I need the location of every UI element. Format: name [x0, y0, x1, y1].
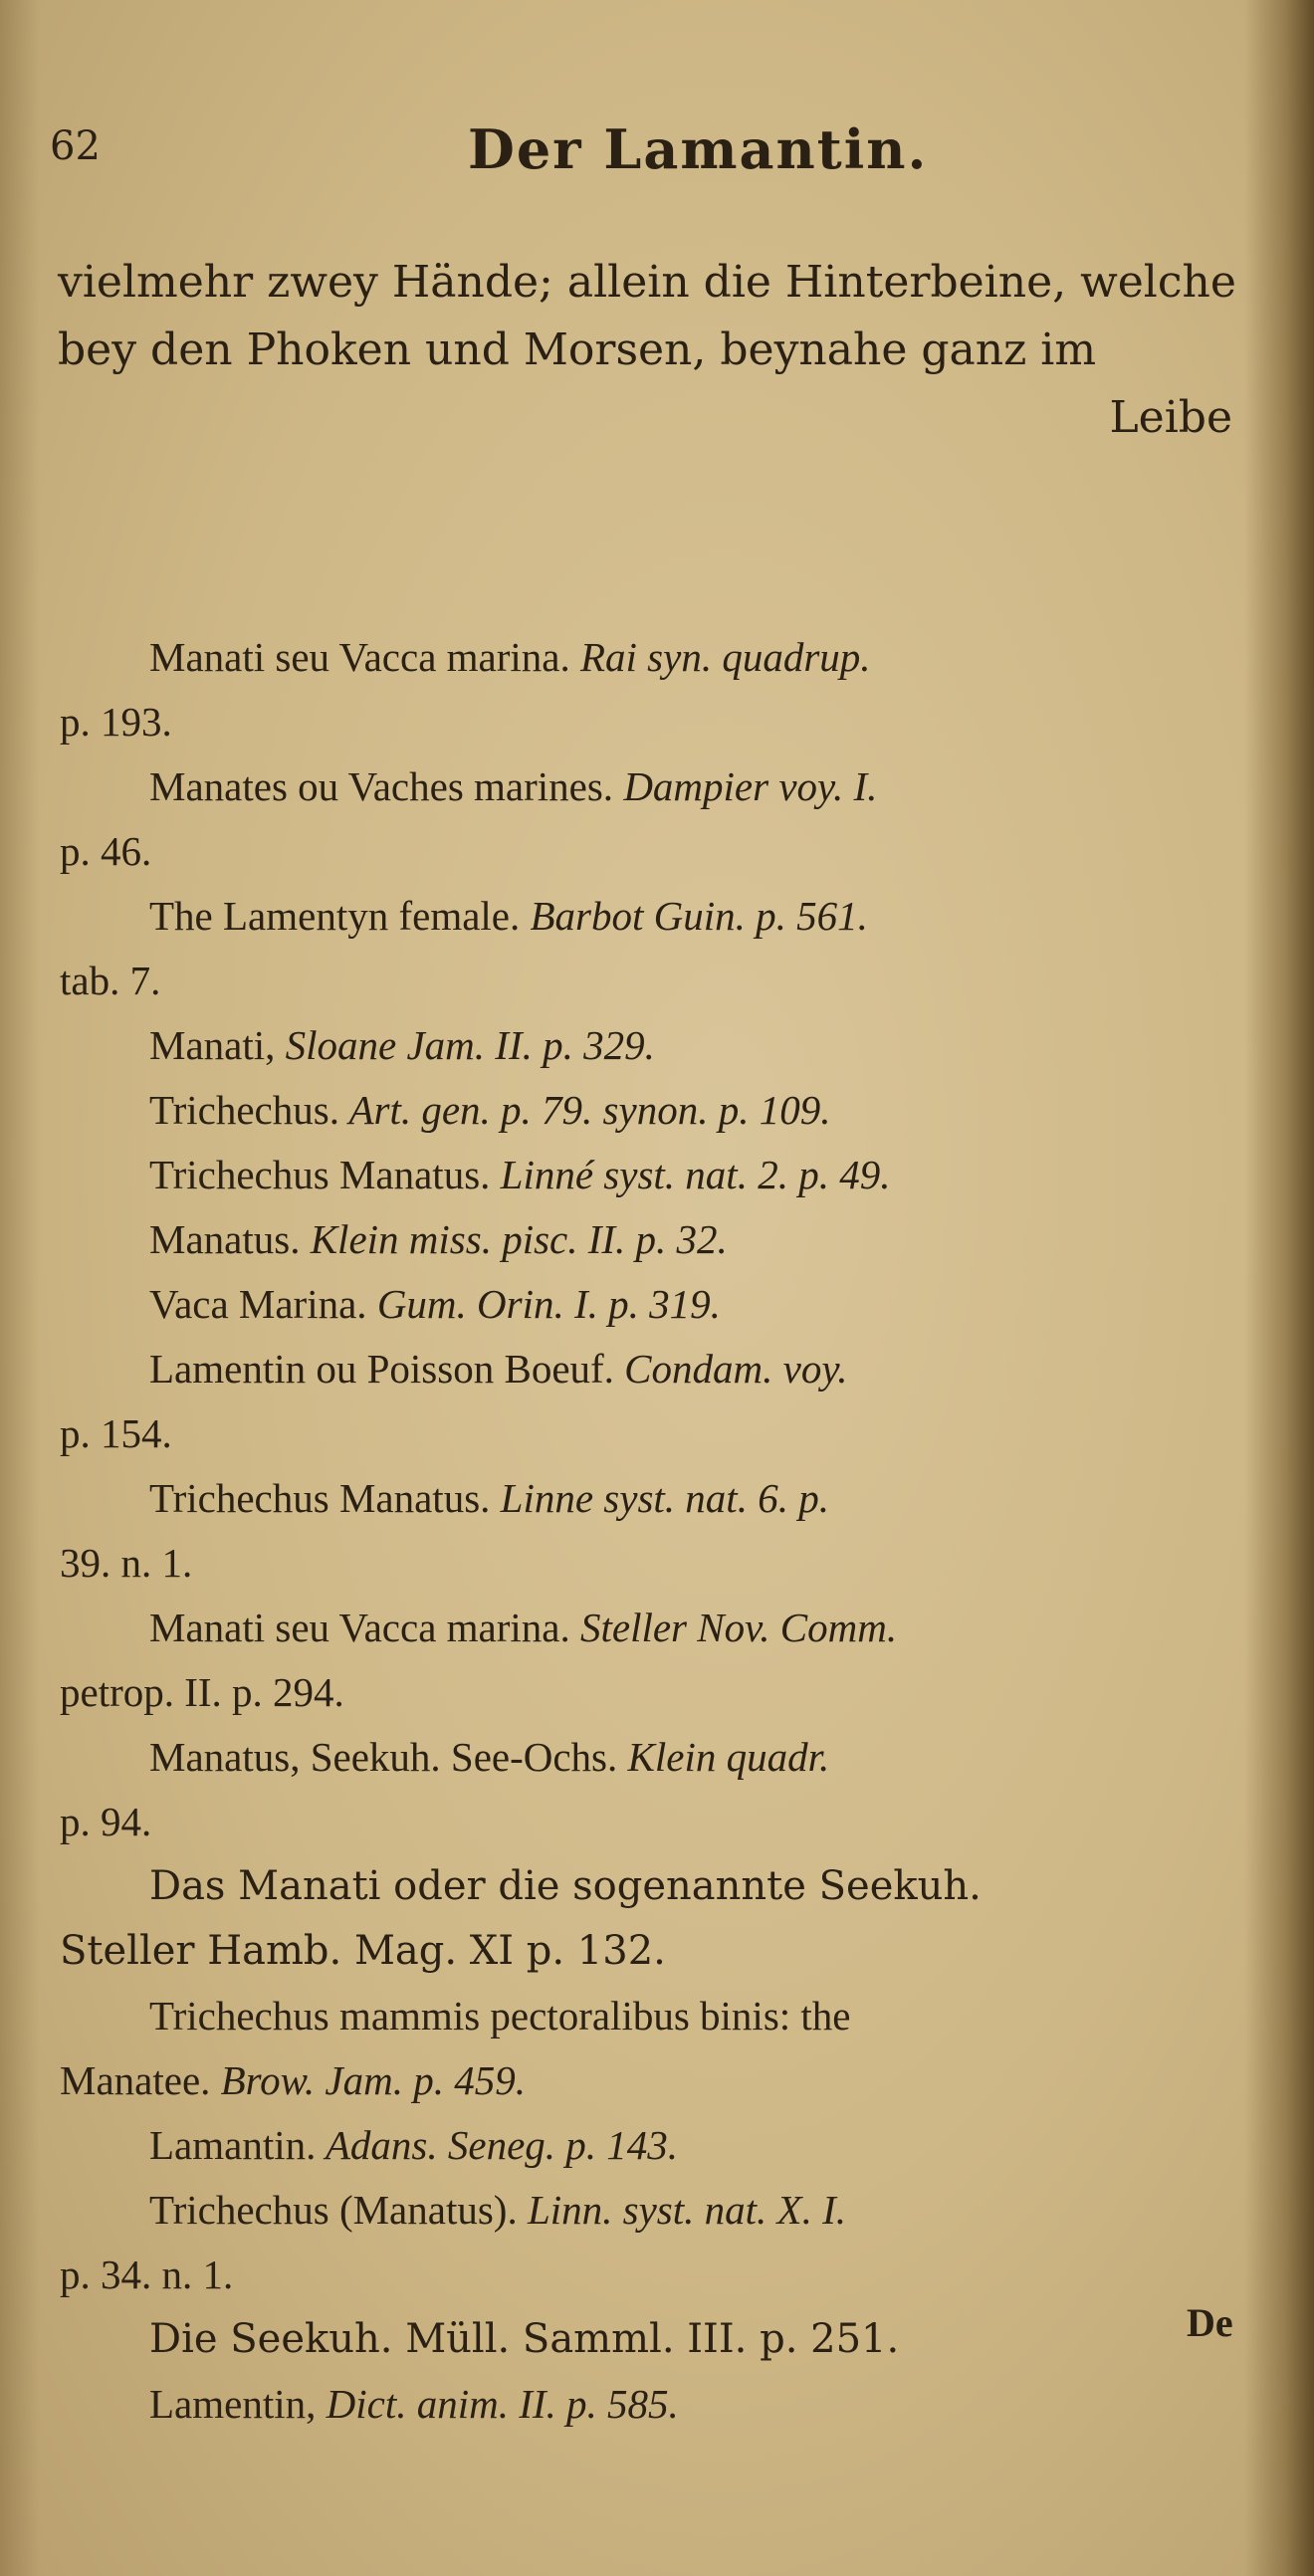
- synonymy-entry-line: [149, 754, 1274, 819]
- synonymy-entry-line: [60, 949, 1274, 1013]
- entry-text: Trichechus Manatus.: [149, 1152, 491, 1197]
- entry-citation: Sloane Jam. II. p. 329.: [275, 1022, 655, 1068]
- entry-text: p. 46.: [60, 828, 152, 874]
- synonymy-entry-line: [149, 1013, 1274, 1078]
- synonymy-entry-line: [149, 1984, 1274, 2048]
- entry-citation: Klein miss. pisc. II. p. 32.: [300, 1216, 728, 1262]
- entry-citation: Linn. syst. nat. X. I.: [517, 2187, 846, 2233]
- synonymy-entry-line: [149, 2372, 1274, 2437]
- synonymy-entry: [60, 754, 1274, 884]
- synonymy-entry: [60, 1725, 1274, 1854]
- entry-text: Lamentin,: [149, 2381, 317, 2427]
- synonymy-entry-line: [60, 1790, 1274, 1854]
- synonymy-entry-line: [149, 1854, 1274, 1919]
- synonymy-entry-line: [149, 2113, 1274, 2178]
- entry-text: Trichechus.: [149, 1087, 339, 1133]
- entry-citation: Art. gen. p. 79. synon. p. 109.: [338, 1087, 831, 1133]
- entry-text: Manati seu Vacca marina.: [149, 634, 570, 680]
- entry-text: Manatus.: [149, 1216, 301, 1262]
- synonymy-entry-line: [149, 884, 1274, 949]
- entry-text: Trichechus (Manatus).: [149, 2187, 518, 2233]
- synonymy-entry-line: [60, 2243, 1274, 2307]
- synonymy-entry: [60, 1854, 1274, 1984]
- synonymy-entry: [60, 1984, 1274, 2113]
- entry-citation: Gum. Orin. I. p. 319.: [366, 1281, 721, 1327]
- synonymy-entry: [149, 1013, 1274, 1078]
- entry-citation: Condam. voy.: [613, 1346, 848, 1392]
- entry-text: Manates ou Vaches marines.: [149, 763, 614, 809]
- synonymy-entry-line: [60, 1919, 1274, 1984]
- entry-text: Vaca Marina.: [149, 1281, 367, 1327]
- entry-text: p. 34. n. 1.: [60, 2252, 234, 2297]
- entry-text: tab. 7.: [60, 958, 161, 1003]
- entry-citation: Dampier voy. I.: [613, 763, 878, 809]
- synonymy-entry: [60, 884, 1274, 1013]
- entry-citation: Rai syn. quadrup.: [569, 634, 871, 680]
- page-number: 62: [50, 123, 101, 169]
- synonymy-entry: [149, 1078, 1274, 1143]
- synonymy-entry: [60, 625, 1274, 754]
- entry-citation: Adans. Seneg. p. 143.: [316, 2122, 679, 2168]
- entry-text: Manatee.: [60, 2057, 211, 2103]
- synonymy-entry: [60, 1596, 1274, 1725]
- entry-citation: Steller Nov. Comm.: [569, 1605, 898, 1650]
- synonymy-entry-line: [149, 2178, 1274, 2243]
- synonymy-entry-line: [60, 1660, 1274, 1725]
- synonymy-entry: [149, 2113, 1274, 2178]
- entry-text: 39. n. 1.: [60, 1540, 193, 1586]
- synonymy-entry-line: [149, 1337, 1274, 1401]
- synonymy-entry-line: [149, 1466, 1274, 1531]
- entry-text: Manati,: [149, 1022, 276, 1068]
- entry-text: p. 94.: [60, 1799, 152, 1844]
- entry-citation: Dict. anim. II. p. 585.: [316, 2381, 679, 2427]
- synonymy-entry-line: [149, 1207, 1274, 1272]
- synonymy-entry-line: [149, 1143, 1274, 1207]
- entry-citation: Klein quadr.: [617, 1734, 830, 1780]
- synonymy-entry-line: [60, 819, 1274, 884]
- entry-text: petrop. II. p. 294.: [60, 1669, 344, 1715]
- synonymy-entry: [149, 2307, 1274, 2372]
- entry-text: p. 193.: [60, 699, 172, 745]
- entry-text: Trichechus Manatus.: [149, 1475, 491, 1521]
- synonymy-entry-line: [149, 1596, 1274, 1660]
- entry-text: The Lamentyn female.: [149, 893, 521, 939]
- synonymy-list: [60, 625, 1274, 2437]
- synonymy-entry-line: [60, 1531, 1274, 1596]
- entry-citation: Brow. Jam. p. 459.: [210, 2057, 526, 2103]
- entry-text: Manatus, Seekuh. See-Ochs.: [149, 1734, 618, 1780]
- page-header: [50, 117, 1224, 197]
- synonymy-entry-line: [60, 1401, 1274, 1466]
- synonymy-entry-line: [149, 1078, 1274, 1143]
- intro-line: bey den Phoken und Morsen, beynahe ganz im: [58, 324, 1097, 375]
- entry-text: Manati seu Vacca marina.: [149, 1605, 570, 1650]
- entry-text: Trichechus mammis pectoralibus binis: the: [149, 1993, 851, 2039]
- synonymy-entry-line: [60, 690, 1274, 754]
- entry-text: Steller Hamb. Mag. XI p. 132.: [60, 1928, 666, 1974]
- entry-text: p. 154.: [60, 1410, 172, 1456]
- synonymy-entry: [60, 2178, 1274, 2307]
- synonymy-entry-line: [60, 2048, 1274, 2113]
- entry-citation: Linne syst. nat. 6. p.: [490, 1475, 829, 1521]
- synonymy-entry: [149, 2372, 1274, 2437]
- intro-line: Leibe: [1109, 392, 1232, 443]
- synonymy-entry: [60, 1466, 1274, 1596]
- synonymy-entry-line: [149, 2307, 1274, 2372]
- entry-text: Die Seekuh. Müll. Samml. III. p. 251.: [149, 2316, 900, 2362]
- entry-text: Lamantin.: [149, 2122, 317, 2168]
- entry-text: Lamentin ou Poisson Boeuf.: [149, 1346, 614, 1392]
- synonymy-entry-line: [149, 625, 1274, 690]
- synonymy-entry: [149, 1272, 1274, 1337]
- synonymy-entry: [149, 1143, 1274, 1207]
- running-title: Der Lamantin.: [468, 117, 929, 181]
- synonymy-entry-line: [149, 1725, 1274, 1790]
- synonymy-entry: [60, 1337, 1274, 1466]
- entry-citation: Barbot Guin. p. 561.: [520, 893, 868, 939]
- entry-text: Das Manati oder die sogenannte Seekuh.: [149, 1863, 982, 1909]
- synonymy-entry: [149, 1207, 1274, 1272]
- intro-line: vielmehr zwey Hände; allein die Hinterbeine, welche: [58, 257, 1236, 308]
- intro-paragraph: [58, 249, 1252, 452]
- entry-citation: Linné syst. nat. 2. p. 49.: [490, 1152, 891, 1197]
- catchword: De: [1187, 2300, 1233, 2345]
- synonymy-entry-line: [149, 1272, 1274, 1337]
